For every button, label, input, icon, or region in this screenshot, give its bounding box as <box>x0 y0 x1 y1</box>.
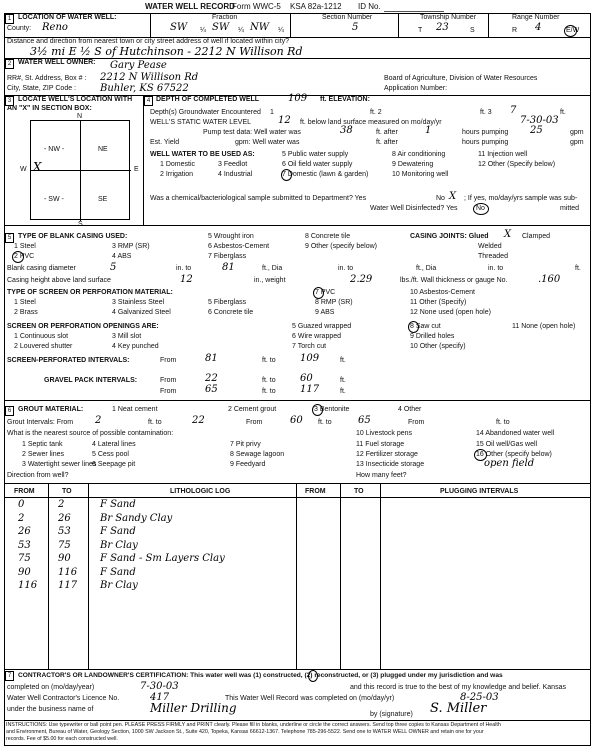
gp2-ft: ft. <box>340 388 346 395</box>
screen-9: 9 ABS <box>315 309 335 316</box>
quadrant-ne: NE <box>98 146 108 153</box>
yield-gpm-label: gpm: Well water was <box>235 139 300 146</box>
signature: S. Miller <box>430 701 487 716</box>
gi1-ft-to: ft. to <box>148 419 162 426</box>
use-1: 1 Domestic <box>160 161 196 168</box>
contam-12: 12 Fertilizer storage <box>356 451 418 458</box>
county-value: Reno <box>42 22 68 33</box>
open-10: 10 Other (specify) <box>410 343 466 350</box>
diameter-ft-end: ft. <box>575 265 581 272</box>
township-t: T <box>418 27 423 34</box>
use-label: WELL WATER TO BE USED AS: <box>150 151 255 158</box>
grout-2: 2 Cement grout <box>228 406 277 413</box>
pump-gpm-label: gpm <box>570 129 584 136</box>
quadrant-sw: - SW - <box>44 196 64 203</box>
open-4: 4 Key punched <box>112 343 159 350</box>
gp-label: GRAVEL PACK INTERVALS: <box>44 377 138 384</box>
litho-header: LITHOLOGIC LOG <box>170 488 231 495</box>
use-11: 11 Injection well <box>478 151 528 158</box>
grout-1: 1 Neat cement <box>112 406 158 413</box>
contam-14: 14 Abandoned water well <box>476 430 555 437</box>
spi-from-label: From <box>160 357 177 364</box>
township-value: 23 <box>436 22 449 33</box>
section-number-1: 1 <box>5 14 14 24</box>
contam-6: 6 Seepage pit <box>92 461 136 468</box>
fraction-2: SW <box>212 22 230 33</box>
pump-gpm: 25 <box>530 125 543 136</box>
diameter-in-to-2: in. to <box>338 265 354 272</box>
use-9: 9 Dewatering <box>392 161 434 168</box>
gw-ft3: ft. 3 <box>480 109 492 116</box>
height-value: 12 <box>180 274 193 285</box>
compass-n: N <box>77 113 83 120</box>
use-2: 2 Irrigation <box>160 171 194 178</box>
gi-label: Grout Intervals: From <box>7 419 74 426</box>
gi3-from-label: From <box>408 419 425 426</box>
contam-10: 10 Livestock pens <box>356 430 413 437</box>
log-row-to: 90 <box>58 553 71 564</box>
gp2-from: 65 <box>205 384 218 395</box>
disinfected-label: Water Well Disinfected? Yes <box>370 205 458 212</box>
address-value: 2212 N Willison Rd <box>100 72 199 83</box>
weight-value: 2.29 <box>350 274 373 285</box>
log-to-header: TO <box>62 488 72 495</box>
feet-label: How many feet? <box>356 472 407 479</box>
casing-label: TYPE OF BLANK CASING USED: <box>18 233 128 240</box>
log-row-description: F Sand <box>100 526 136 537</box>
section-box[interactable] <box>30 120 130 220</box>
spi-from: 81 <box>205 353 218 364</box>
open-1: 1 Continuous slot <box>14 333 69 340</box>
log-row-to: 53 <box>58 526 71 537</box>
quarter-1: ¼ <box>200 27 206 34</box>
contam-4: 4 Lateral lines <box>92 441 136 448</box>
gw-ft2: ft. 2 <box>370 109 382 116</box>
use-4: 4 Industrial <box>218 171 253 178</box>
contam-7: 7 Pit privy <box>230 441 261 448</box>
casing-1: 1 Steel <box>14 243 36 250</box>
use-12: 12 Other (Specify below) <box>478 161 556 168</box>
casing-3: 3 RMP (SR) <box>112 243 150 250</box>
casing-8: 8 Concrete tile <box>305 233 351 240</box>
chem-rest: ; If yes, mo/day/yrs sample was sub- <box>464 195 578 202</box>
log-row-to: 26 <box>58 513 71 524</box>
owner-label: WATER WELL OWNER: <box>18 59 96 66</box>
yield-gpm-end: gpm <box>570 139 584 146</box>
screen-3: 3 Stainless Steel <box>112 299 165 306</box>
quadrant-nw: - NW - <box>44 146 65 153</box>
log-row-description: F Sand <box>100 499 136 510</box>
completed-value: 7-30-03 <box>140 681 179 692</box>
use-3: 3 Feedlot <box>218 161 248 168</box>
log-row-from: 0 <box>18 499 25 510</box>
gi2-to: 65 <box>358 415 371 426</box>
open-3: 3 Mill slot <box>112 333 142 340</box>
gi2-from-label: From <box>246 419 263 426</box>
contam-8: 8 Sewage lagoon <box>230 451 285 458</box>
section-number-6: 6 <box>5 406 14 416</box>
static-rest: ft. below land surface measured on mo/day/yr <box>300 119 442 126</box>
log-row-from: 26 <box>18 526 31 537</box>
glued-mark: X <box>504 229 512 240</box>
city-label: City, State, ZIP Code : <box>7 85 76 92</box>
log-from-header: FROM <box>14 488 35 495</box>
contam-9: 9 Feedyard <box>230 461 266 468</box>
county-label: County: <box>7 25 32 32</box>
fraction-label: Fraction <box>212 14 238 21</box>
gp1-ft: ft. <box>340 377 346 384</box>
open-5: 5 Guazed wrapped <box>292 323 352 330</box>
plug-to-header: TO <box>354 488 364 495</box>
grout-label: GROUT MATERIAL: <box>18 406 84 413</box>
casing-9: 9 Other (specify below) <box>305 243 377 250</box>
weight-label: in., weight <box>254 277 286 284</box>
grout-3: 3 Bentonite <box>314 406 350 413</box>
plug-header: PLUGGING INTERVALS <box>440 488 519 495</box>
true-text: and this record is true to the best of my knowledge and belief. Kansas <box>350 684 566 691</box>
gp2-to: 117 <box>300 384 320 395</box>
screen-4: 4 Galvanized Steel <box>112 309 171 316</box>
log-row-to: 2 <box>58 499 65 510</box>
diameter-to: 81 <box>222 262 235 273</box>
gw-1: 1 <box>270 109 274 116</box>
form-number: Form WWC-5 <box>232 2 281 11</box>
log-row-description: F Sand <box>100 567 136 578</box>
grout-4: 4 Other <box>398 406 422 413</box>
locate-label: LOCATE WELL'S LOCATION WITH <box>18 96 133 103</box>
section-label: Section Number <box>322 14 373 21</box>
contam-1: 1 Septic tank <box>22 441 63 448</box>
log-row-from: 2 <box>18 513 25 524</box>
log-row-description: Br Clay <box>100 580 138 591</box>
chem-mitted: mitted <box>560 205 580 212</box>
disinfected-no: No <box>476 205 485 212</box>
elevation-label: ft. ELEVATION: <box>320 96 370 103</box>
diameter-label: Blank casing diameter <box>7 265 76 272</box>
open-11: 11 None (open hole) <box>512 323 576 330</box>
gp1-to: 60 <box>300 373 313 384</box>
screen-10: 10 Asbestos-Cement <box>410 289 475 296</box>
diameter-in-to: in. to <box>176 265 192 272</box>
range-label: Range Number <box>512 14 560 21</box>
instructions-1: INSTRUCTIONS: Use typewriter or ball point pen. PLEASE PRESS FIRMLY and PRINT clearly. Please fill in blanks, underline or circle the correct answers. Send top three copies to Kansas Department of Health <box>6 722 501 728</box>
distance-value: 3½ mi E ½ S of Hutchinson - 2212 N Willison Rd <box>30 45 303 58</box>
height-label: Casing height above land surface <box>7 277 111 284</box>
completed-label: completed on (mo/day/year) <box>7 684 95 691</box>
joints-clamped: Clamped <box>522 233 551 240</box>
use-6: 6 Oil field water supply <box>282 161 353 168</box>
open-8: 8 Saw cut <box>410 323 441 330</box>
open-9: 9 Drilled holes <box>410 333 455 340</box>
log-row-from: 75 <box>18 553 31 564</box>
gp2-from-label: From <box>160 388 177 395</box>
casing-6: 6 Asbestos-Cement <box>208 243 270 250</box>
location-label: LOCATION OF WATER WELL: <box>18 14 117 21</box>
section-number-2: 2 <box>5 59 14 69</box>
static-value: 12 <box>278 115 291 126</box>
compass-e: E <box>134 166 139 173</box>
signature-label: by (signature) <box>370 711 413 718</box>
locate-label-2: AN "X" IN SECTION BOX: <box>7 105 92 112</box>
pump-hours-label: hours pumping <box>462 129 509 136</box>
section-number-5: 5 <box>5 233 14 243</box>
form-title: WATER WELL RECORD <box>145 2 235 11</box>
screen-1: 1 Steel <box>14 299 36 306</box>
screen-12: 12 None used (open hole) <box>410 309 491 316</box>
chem-no: No <box>436 195 445 202</box>
quadrant-se: SE <box>98 196 108 203</box>
license-label: Water Well Contractor's Licence No. <box>7 695 120 702</box>
use-10: 10 Monitoring well <box>392 171 449 178</box>
contam-3: 3 Watertight sewer lines <box>22 461 97 468</box>
board-label: Board of Agriculture, Division of Water Resources <box>384 75 538 82</box>
screen-6: 6 Concrete tile <box>208 309 254 316</box>
joints-welded: Welded <box>478 243 502 250</box>
joints-label: CASING JOINTS: Glued <box>410 233 489 240</box>
screen-8: 8 RMP (SR) <box>315 299 353 306</box>
use-7: 7 Domestic (lawn & garden) <box>282 171 369 178</box>
direction-label: Direction from well? <box>7 472 69 479</box>
log-row-from: 90 <box>18 567 31 578</box>
gw-label: Depth(s) Groundwater Encountered <box>150 109 261 116</box>
instructions-2: and Environment, Bureau of Water, Geology Section, 1000 SW Jackson St., Suite 420, Topeka, Kansas 66612-1367. Telephone 785-296-5522. Send one to WATER WELL OWNER and retain one for your <box>6 729 484 735</box>
contam-5: 5 Cess pool <box>92 451 129 458</box>
contam-15: 15 Oil well/Gas well <box>476 441 538 448</box>
contam-other: open field <box>484 458 535 469</box>
screen-11: 11 Other (Specify) <box>410 299 467 306</box>
spi-ft-to: ft. to <box>262 357 276 364</box>
contam-label: What is the nearest source of possible contamination: <box>7 430 174 437</box>
lbs-ft-label: lbs./ft. Wall thickness or gauge No. <box>400 277 508 284</box>
yield-label: Est. Yield <box>150 139 180 146</box>
contam-13: 13 Insecticide storage <box>356 461 425 468</box>
screen-7: 7 PVC <box>315 289 336 296</box>
business-label: under the business name of <box>7 706 94 713</box>
diameter-ft-dia: ft., Dia <box>262 265 283 272</box>
owner-value: Gary Pease <box>110 60 167 71</box>
pump-ft-after: ft. after <box>376 129 398 136</box>
license-value: 417 <box>150 692 170 703</box>
well-location-mark: X <box>33 160 42 174</box>
township-s: S <box>470 27 475 34</box>
gp1-from: 22 <box>205 373 218 384</box>
log-row-description: F Sand - Sm Layers Clay <box>100 553 225 564</box>
log-row-to: 116 <box>58 567 78 578</box>
range-ew: E/W <box>566 27 580 34</box>
id-label: ID No. <box>358 2 381 11</box>
yield-ft-after: ft. after <box>376 139 398 146</box>
log-row-description: Br Sandy Clay <box>100 513 173 524</box>
township-label: Township Number <box>420 14 477 21</box>
pump-hours: 1 <box>425 125 432 136</box>
chem-label: Was a chemical/bacteriological sample submitted to Department? Yes <box>150 195 367 202</box>
openings-label: SCREEN OR PERFORATION OPENINGS ARE: <box>7 323 159 330</box>
address-label: RR#, St. Address, Box # : <box>7 75 87 82</box>
screen-type-label: TYPE OF SCREEN OR PERFORATION MATERIAL: <box>7 289 173 296</box>
gi2-ft-to: ft. to <box>318 419 332 426</box>
gi3-ft-to: ft. to <box>496 419 510 426</box>
range-value: 4 <box>535 22 542 33</box>
quarter-2: ¼ <box>238 27 244 34</box>
open-6: 6 Wire wrapped <box>292 333 342 340</box>
business-value: Miller Drilling <box>150 701 237 715</box>
screen-2: 2 Brass <box>14 309 38 316</box>
joints-threaded: Threaded <box>478 253 508 260</box>
section-number-7: 7 <box>5 671 14 681</box>
chem-no-mark: X <box>449 191 457 202</box>
log-row-to: 75 <box>58 540 71 551</box>
record-date: 8-25-03 <box>460 692 499 703</box>
use-8: 8 Air conditioning <box>392 151 446 158</box>
compass-s: S <box>78 221 83 228</box>
plug-from-header: FROM <box>305 488 326 495</box>
gp2-ft-to: ft. to <box>262 388 276 395</box>
diameter-ft-dia-2: ft., Dia <box>416 265 437 272</box>
gw-3-value: 7 <box>510 105 517 116</box>
gi1-from: 2 <box>95 415 102 426</box>
cert-text: CONTRACTOR'S OR LANDOWNER'S CERTIFICATION: This water well was (1) constructed, (2) reconstructed, or (3) plugged under my jurisdiction and was <box>18 672 503 679</box>
compass-w: W <box>20 166 27 173</box>
open-7: 7 Torch cut <box>292 343 327 350</box>
contam-2: 2 Sewer lines <box>22 451 65 458</box>
section-value: 5 <box>352 22 359 33</box>
section-number-4: 4 <box>144 96 153 106</box>
application-label: Application Number: <box>384 85 448 92</box>
diameter-value: 5 <box>110 262 117 273</box>
record-text: This Water Well Record was completed on (mo/day/yr) <box>225 695 395 702</box>
log-row-to: 117 <box>58 580 78 591</box>
casing-4: 4 ABS <box>112 253 132 260</box>
depth-value: 109 <box>288 93 308 104</box>
open-2: 2 Louvered shutter <box>14 343 73 350</box>
casing-2: 2 PVC <box>14 253 35 260</box>
gp1-from-label: From <box>160 377 177 384</box>
spi-to: 109 <box>300 353 320 364</box>
city-value: Buhler, KS 67522 <box>100 83 189 94</box>
depth-label: DEPTH OF COMPLETED WELL <box>156 96 260 103</box>
diameter-in-to-3: in. to <box>488 265 504 272</box>
distance-label: Distance and direction from nearest town or city street address of well if located within city? <box>7 38 290 45</box>
casing-7: 7 Fiberglass <box>208 253 247 260</box>
fraction-1: SW <box>170 22 188 33</box>
static-date: 7-30-03 <box>520 115 559 126</box>
yield-hours-label: hours pumping <box>462 139 509 146</box>
contam-11: 11 Fuel storage <box>356 441 405 448</box>
gi2-from: 60 <box>290 415 303 426</box>
gi1-to: 22 <box>192 415 205 426</box>
range-r: R <box>512 27 518 34</box>
gw-ft: ft. <box>560 109 566 116</box>
ksa-number: KSA 82a-1212 <box>290 2 342 11</box>
contam-16: 16 Other (specify below) <box>476 451 552 458</box>
quarter-3: ¼ <box>278 27 284 34</box>
fraction-3: NW <box>250 22 270 33</box>
spi-label: SCREEN-PERFORATED INTERVALS: <box>7 357 130 364</box>
casing-5: 5 Wrought iron <box>208 233 254 240</box>
screen-5: 5 Fiberglass <box>208 299 247 306</box>
pump-value: 38 <box>340 125 353 136</box>
log-row-from: 116 <box>18 580 38 591</box>
pump-label: Pump test data: Well water was <box>203 129 301 136</box>
gp1-ft-to: ft. to <box>262 377 276 384</box>
instructions-3: records. Fee of $5.00 for each constructed well. <box>6 736 118 742</box>
log-row-description: Br Clay <box>100 540 138 551</box>
spi-ft: ft. <box>340 357 346 364</box>
static-label: WELL'S STATIC WATER LEVEL <box>150 119 252 126</box>
use-5: 5 Public water supply <box>282 151 349 158</box>
log-row-from: 53 <box>18 540 31 551</box>
section-number-3: 3 <box>5 96 14 106</box>
gauge-value: .160 <box>538 274 561 285</box>
